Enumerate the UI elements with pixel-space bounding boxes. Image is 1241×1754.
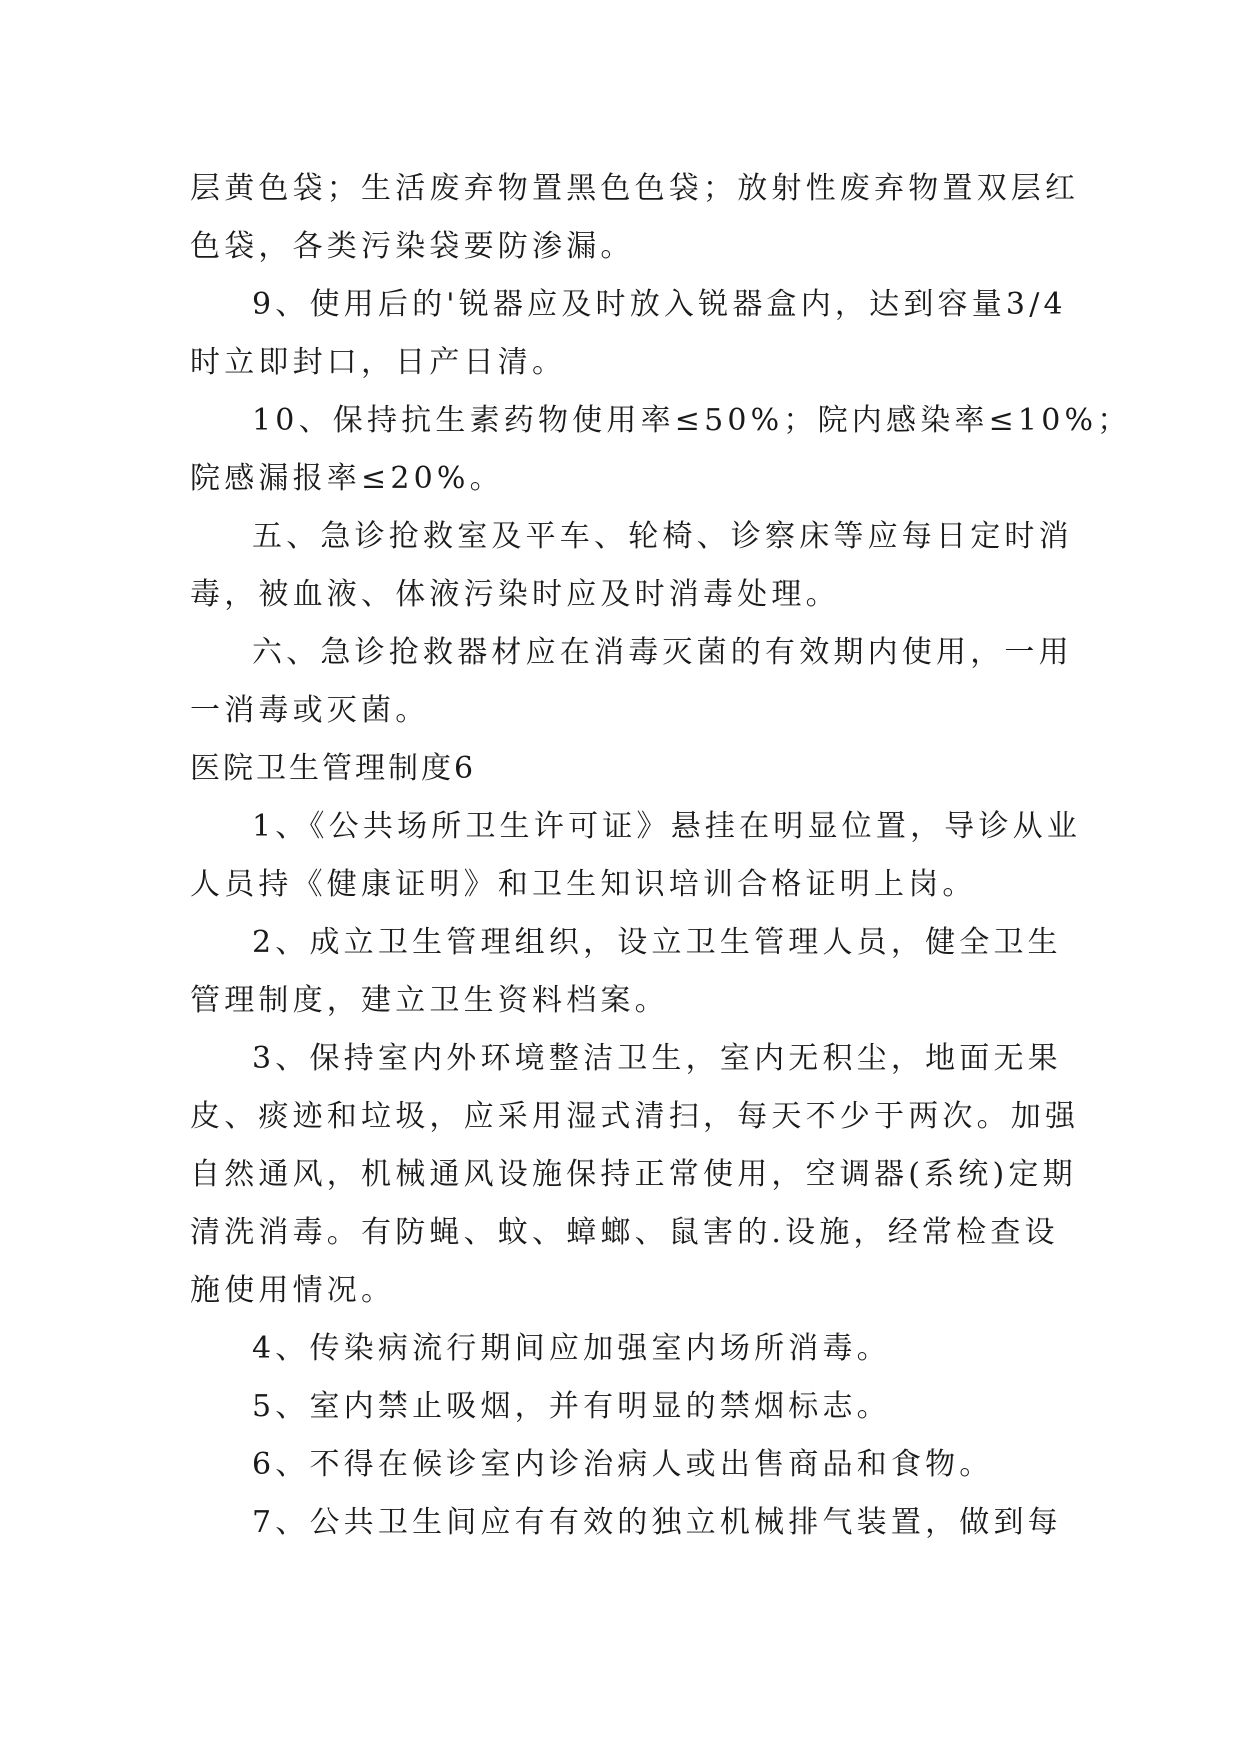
text-line: 毒，被血液、体液污染时应及时消毒处理。	[190, 577, 840, 612]
paragraph-item-10: 10、保持抗生素药物使用率≤50%；院内感染率≤10%；	[252, 403, 1132, 438]
text-line: 自然通风，机械通风设施保持正常使用，空调器(系统)定期	[190, 1157, 1077, 1192]
text-line: 层黄色袋；生活废弃物置黑色色袋；放射性废弃物置双层红	[190, 171, 1080, 206]
text-line: 时立即封口，日产日清。	[190, 345, 567, 380]
text-line: 管理制度，建立卫生资料档案。	[190, 983, 669, 1018]
paragraph-item-3: 3、保持室内外环境整洁卫生，室内无积尘，地面无果	[252, 1041, 1062, 1076]
text-line: 施使用情况。	[190, 1273, 396, 1308]
paragraph-item-9: 9、使用后的'锐器应及时放入锐器盒内，达到容量3/4	[252, 287, 1067, 322]
paragraph-section-6: 六、急诊抢救器材应在消毒灭菌的有效期内使用，一用	[252, 635, 1073, 670]
paragraph-item-1: 1、《公共场所卫生许可证》悬挂在明显位置，导诊从业	[252, 809, 1082, 844]
paragraph-item-7: 7、公共卫生间应有有效的独立机械排气装置，做到每	[252, 1505, 1062, 1540]
text-line: 清洗消毒。有防蝇、蚊、蟑螂、鼠害的.设施，经常检查设	[190, 1215, 1059, 1250]
text-line: 院感漏报率≤20%。	[190, 461, 504, 496]
section-heading: 医院卫生管理制度6	[190, 751, 477, 786]
paragraph-item-4: 4、传染病流行期间应加强室内场所消毒。	[252, 1331, 891, 1366]
paragraph-section-5: 五、急诊抢救室及平车、轮椅、诊察床等应每日定时消	[252, 519, 1073, 554]
text-line: 人员持《健康证明》和卫生知识培训合格证明上岗。	[190, 867, 977, 902]
text-line: 皮、痰迹和垃圾，应采用湿式清扫，每天不少于两次。加强	[190, 1099, 1080, 1134]
text-line: 色袋，各类污染袋要防渗漏。	[190, 229, 635, 264]
paragraph-item-6: 6、不得在候诊室内诊治病人或出售商品和食物。	[252, 1447, 994, 1482]
paragraph-item-5: 5、室内禁止吸烟，并有明显的禁烟标志。	[252, 1389, 891, 1424]
text-line: 一消毒或灭菌。	[190, 693, 430, 728]
document-body	[190, 160, 1132, 1552]
paragraph-item-2: 2、成立卫生管理组织，设立卫生管理人员，健全卫生	[252, 925, 1062, 960]
